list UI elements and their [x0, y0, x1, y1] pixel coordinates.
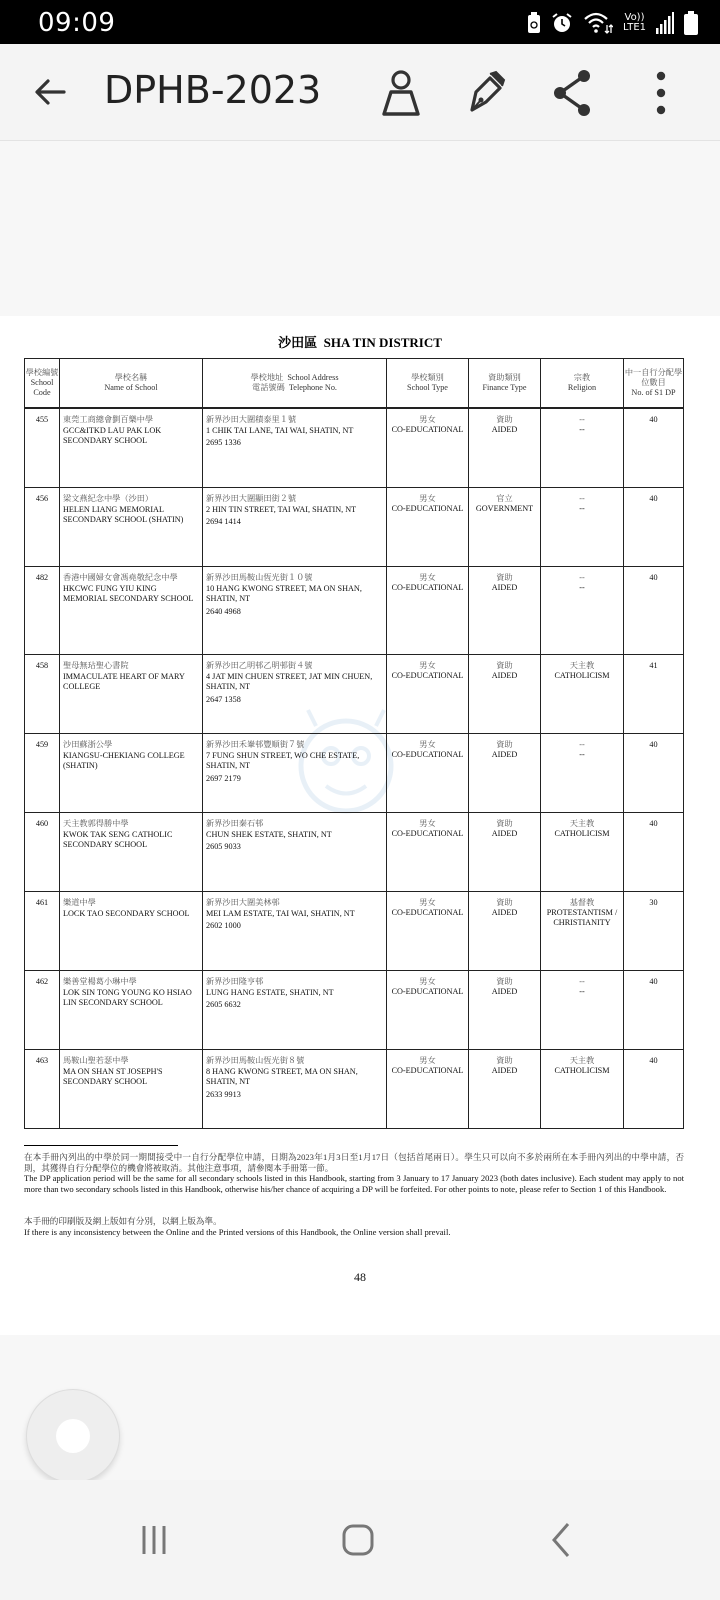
status-bar [0, 0, 720, 44]
school-phone: 2697 2179 [206, 773, 241, 783]
footnote-2: 本手冊的印刷版及網上版如有分別，以網上版為準。 If there is any inconsistency between the Online and the Printed versions of this Handbook, the Online version shall prevail. [24, 1216, 451, 1237]
table-row [25, 488, 684, 567]
school-type: 男女 CO-EDUCATIONAL [387, 971, 469, 1050]
school-type: 男女 CO-EDUCATIONAL [387, 408, 469, 488]
school-name: 樂善堂楊葛小琳中學 LOK SIN TONG YOUNG KO HSIAO LIN SECONDARY SCHOOL [60, 971, 203, 1050]
school-address: 新界沙田隆亨邨 LUNG HANG ESTATE, SHATIN, NT 2605 6632 [203, 971, 387, 1050]
app-bar [0, 44, 720, 141]
finance-type: 資助 AIDED [469, 734, 541, 813]
s1-dp-count: 40 [624, 813, 684, 892]
document-title: DPHB-2023 [104, 68, 322, 112]
school-name: 香港中國婦女會馮堯敬紀念中學 HKCWC FUNG YIU KING MEMORIAL SECONDARY SCHOOL [60, 567, 203, 655]
religion: 基督教 PROTESTANTISM / CHRISTIANITY [541, 892, 624, 971]
pen-icon[interactable] [462, 68, 508, 118]
finance-type: 資助 AIDED [469, 655, 541, 734]
district-heading: 沙田區 SHA TIN DISTRICT [278, 335, 442, 351]
footnote-1: 在本手冊內列出的中學於同一期間接受中一自行分配學位申請，日期為2023年1月3日至1月17日（包括首尾兩日）。學生只可以向不多於兩所在本手冊內列出的中學申請，否則，其獲得自行分配學位的機會將被取消。其他注意事項，請參閱本手冊第一節。 The DP application period will be the same for all secondary schools listed in this Handbook, starting from 3 January to 17 January 2023 (both dates inclusive). Each student may apply to not more than two secondary schools listed in this Handbook, otherwise his/her chance of acquiring a DP will be forfeited. For other points to note, please refer to Section 1 of this Handbook. [24, 1152, 684, 1194]
battery-icon [684, 11, 698, 35]
volte-icon: Vo)) LTE1 [623, 12, 646, 33]
school-phone: 2605 9033 [206, 842, 241, 851]
school-name: 馬鞍山聖若瑟中學 MA ON SHAN ST JOSEPH'S SECONDARY SCHOOL [60, 1050, 203, 1129]
table-row [25, 971, 684, 1050]
school-address: 新界沙田大圍顯田街２號 2 HIN TIN STREET, TAI WAI, SHATIN, NT 2694 1414 [203, 488, 387, 567]
school-type: 男女 CO-EDUCATIONAL [387, 892, 469, 971]
school-address: 新界沙田乙明邨乙明邨街４號 4 JAT MIN CHUEN STREET, JAT MIN CHUEN, SHATIN, NT 2647 1358 [203, 655, 387, 734]
school-type: 男女 CO-EDUCATIONAL [387, 488, 469, 567]
school-name: 梁文燕紀念中學（沙田） HELEN LIANG MEMORIAL SECONDARY SCHOOL (SHATIN) [60, 488, 203, 567]
finance-type: 資助 AIDED [469, 567, 541, 655]
floating-action-button[interactable] [26, 1389, 120, 1483]
s1-dp-count: 41 [624, 655, 684, 734]
school-code: 461 [25, 892, 60, 971]
wifi-icon [583, 11, 613, 35]
more-options-icon[interactable] [640, 68, 686, 118]
s1-dp-count: 40 [624, 567, 684, 655]
religion: 天主教 CATHOLICISM [541, 1050, 624, 1129]
school-address: 新界沙田馬鞍山恆光街１０號 10 HANG KWONG STREET, MA ON SHAN, SHATIN, NT 2640 4968 [203, 567, 387, 655]
table-row [25, 1050, 684, 1129]
table-row [25, 892, 684, 971]
finance-type: 官立 GOVERNMENT [469, 488, 541, 567]
table-row [25, 734, 684, 813]
school-code: 462 [25, 971, 60, 1050]
school-phone: 2695 1336 [206, 438, 241, 447]
school-address: 新界沙田大圍美林邨 MEI LAM ESTATE, TAI WAI, SHATIN, NT 2602 1000 [203, 892, 387, 971]
school-phone: 2640 4968 [206, 606, 241, 616]
school-name: 天主教郭得勝中學 KWOK TAK SENG CATHOLIC SECONDARY SCHOOL [60, 813, 203, 892]
school-code: 459 [25, 734, 60, 813]
school-type: 男女 CO-EDUCATIONAL [387, 1050, 469, 1129]
signal-icon [656, 12, 674, 34]
table-row [25, 567, 684, 655]
status-time: 09:09 [38, 8, 116, 38]
religion: -- -- [541, 971, 624, 1050]
header-finance-type: 資助類別 Finance Type [469, 359, 541, 409]
school-code: 455 [25, 408, 60, 488]
religion: -- -- [541, 488, 624, 567]
back-icon[interactable] [30, 72, 70, 112]
finance-type: 資助 AIDED [469, 408, 541, 488]
school-name: 聖母無玷聖心書院 IMMACULATE HEART OF MARY COLLEGE [60, 655, 203, 734]
status-icons [527, 10, 698, 36]
school-address: 新界沙田大圍積泰里１號 1 CHIK TAI LANE, TAI WAI, SHATIN, NT 2695 1336 [203, 408, 387, 488]
page-number: 48 [354, 1270, 366, 1284]
header-school-code: 學校編號 School Code [25, 359, 60, 409]
school-type: 男女 CO-EDUCATIONAL [387, 567, 469, 655]
school-address: 新界沙田禾輋邨豐順街７號 7 FUNG SHUN STREET, WO CHE ESTATE, SHATIN, NT 2697 2179 [203, 734, 387, 813]
header-address-phone: 學校地址 School Address 電話號碼 Telephone No. [203, 359, 387, 409]
schools-table [24, 358, 684, 1129]
school-phone: 2694 1414 [206, 517, 241, 526]
finance-type: 資助 AIDED [469, 971, 541, 1050]
school-type: 男女 CO-EDUCATIONAL [387, 655, 469, 734]
school-name: 樂道中學 LOCK TAO SECONDARY SCHOOL [60, 892, 203, 971]
school-code: 463 [25, 1050, 60, 1129]
school-type: 男女 CO-EDUCATIONAL [387, 813, 469, 892]
header-school-type: 學校類別 School Type [387, 359, 469, 409]
fab-dot-icon [56, 1419, 90, 1453]
finance-type: 資助 AIDED [469, 813, 541, 892]
school-phone: 2602 1000 [206, 921, 241, 930]
school-name: 沙田蘇浙公學 KIANGSU-CHEKIANG COLLEGE (SHATIN) [60, 734, 203, 813]
back-nav-icon[interactable] [532, 1510, 592, 1570]
s1-dp-count: 40 [624, 971, 684, 1050]
school-name: 東莞工商總會劉百樂中學 GCC&ITKD LAU PAK LOK SECONDARY SCHOOL [60, 408, 203, 488]
school-code: 460 [25, 813, 60, 892]
finance-type: 資助 AIDED [469, 1050, 541, 1129]
header-name-of-school: 學校名稱 Name of School [60, 359, 203, 409]
finance-type: 資助 AIDED [469, 892, 541, 971]
religion: -- -- [541, 408, 624, 488]
footnote-divider [24, 1145, 178, 1146]
profile-icon[interactable] [378, 68, 424, 118]
home-icon[interactable] [328, 1510, 388, 1570]
school-phone: 2605 6632 [206, 1000, 241, 1009]
alarm-icon [551, 12, 573, 34]
school-phone: 2633 9913 [206, 1089, 241, 1099]
table-row [25, 408, 684, 488]
battery-saver-icon [527, 12, 541, 34]
religion: 天主教 CATHOLICISM [541, 813, 624, 892]
religion: -- -- [541, 734, 624, 813]
header-religion: 宗教 Religion [541, 359, 624, 409]
table-row [25, 813, 684, 892]
document-page[interactable] [0, 316, 720, 1335]
navigation-bar [0, 1480, 720, 1600]
school-code: 456 [25, 488, 60, 567]
school-address: 新界沙田秦石邨 CHUN SHEK ESTATE, SHATIN, NT 2605 9033 [203, 813, 387, 892]
school-code: 458 [25, 655, 60, 734]
school-address: 新界沙田馬鞍山恆光街８號 8 HANG KWONG STREET, MA ON SHAN, SHATIN, NT 2633 9913 [203, 1050, 387, 1129]
s1-dp-count: 40 [624, 734, 684, 813]
table-header-row [25, 359, 684, 409]
table-row [25, 655, 684, 734]
school-type: 男女 CO-EDUCATIONAL [387, 734, 469, 813]
share-icon[interactable] [550, 68, 596, 118]
recent-apps-icon[interactable] [124, 1510, 184, 1570]
s1-dp-count: 40 [624, 1050, 684, 1129]
religion: -- -- [541, 567, 624, 655]
school-code: 482 [25, 567, 60, 655]
religion: 天主教 CATHOLICISM [541, 655, 624, 734]
s1-dp-count: 30 [624, 892, 684, 971]
s1-dp-count: 40 [624, 488, 684, 567]
header-s1-dp: 中一自行分配學位數目 No. of S1 DP [624, 359, 684, 409]
s1-dp-count: 40 [624, 408, 684, 488]
school-phone: 2647 1358 [206, 694, 241, 704]
